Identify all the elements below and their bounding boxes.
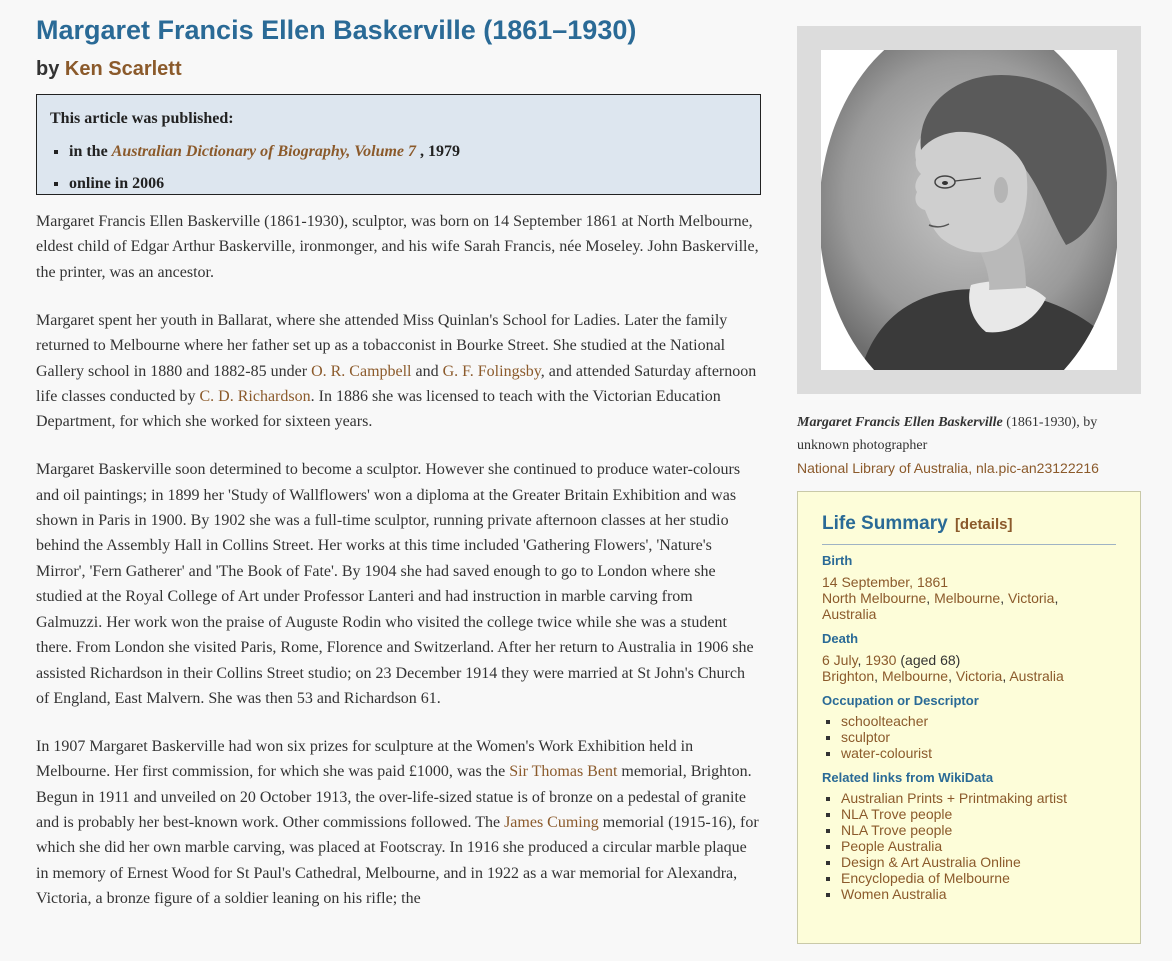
occupation-link[interactable]: water-colourist xyxy=(841,745,933,761)
publication-box xyxy=(36,94,761,195)
related-link-item xyxy=(841,822,1116,838)
publication-heading: This article was published: xyxy=(50,110,234,127)
caption-source-link[interactable]: National Library of Australia, nla.pic-an23122216 xyxy=(797,460,1099,476)
portrait-frame xyxy=(797,26,1141,394)
birth-state-link[interactable]: Victoria xyxy=(1008,590,1055,606)
related-link[interactable]: Australian Prints + Printmaking artist xyxy=(841,790,1068,806)
related-link[interactable]: Women Australia xyxy=(841,886,947,902)
caption-name: Margaret Francis Ellen Baskerville xyxy=(797,415,1003,430)
death-place-link[interactable]: Brighton xyxy=(822,668,875,684)
related-links-label: Related links from WikiData xyxy=(822,770,994,785)
text: memorial, Brighton. Begun in 1911 and unveiled on 20 October 1913, the over-life-sized statue is of bronze on a pedestal of granite and is probably her best-known work. Other commissions followed. The xyxy=(36,763,752,832)
link-sir-thomas-bent[interactable]: Sir Thomas Bent xyxy=(509,763,618,781)
death-country-link[interactable]: Australia xyxy=(1009,668,1064,684)
related-link-item xyxy=(841,870,1116,886)
byline xyxy=(36,56,761,82)
related-link-item xyxy=(841,854,1116,870)
occupation-link[interactable]: sculptor xyxy=(841,729,891,745)
occupation-item xyxy=(841,713,1116,729)
life-summary-title: Life Summary xyxy=(822,513,948,534)
publication-list xyxy=(50,136,747,200)
pub-year: , 1979 xyxy=(420,143,461,160)
text: Margaret spent her youth in Ballarat, where she attended Miss Quinlan's School for Ladies. Later the family returned to Melbourne where her father set up as a tobacconist in Bourke Street. She studied at the National Gallery school in 1880 and 1882-85 under xyxy=(36,311,728,380)
death-section xyxy=(822,631,1116,684)
related-link[interactable]: Design & Art Australia Online xyxy=(841,854,1021,870)
related-link-item xyxy=(841,886,1116,902)
death-year-link[interactable]: 1930 xyxy=(865,652,897,668)
birth-place-link[interactable]: North Melbourne xyxy=(822,590,927,606)
birth-label: Birth xyxy=(822,553,853,568)
related-link[interactable]: NLA Trove people xyxy=(841,822,953,838)
life-summary-heading xyxy=(822,512,1116,545)
occupation-list xyxy=(822,713,1116,761)
related-link-item xyxy=(841,806,1116,822)
occupation-item xyxy=(841,729,1116,745)
link-o-r-campbell[interactable]: O. R. Campbell xyxy=(311,362,412,380)
related-link[interactable]: NLA Trove people xyxy=(841,806,953,822)
portrait-photo[interactable] xyxy=(821,50,1117,370)
paragraph-3: Margaret Baskerville soon determined to become a sculptor. However she continued to produce water-colours and oil paintings; in 1899 her 'Study of Wallflowers' won a diploma at the Greater Britain Exhibition and was shown in Paris in 1900. By 1902 she was a full-time sculptor, running private afternoon classes at her studio behind the Assembly Hall in Collins Street. Her works at this time included 'Gathering Flowers', 'Nature's Mirror', 'Fern Gatherer' and 'The Book of Fate'. By 1904 she had saved enough to go to London where she studied at the Royal College of Art under Professor Lanteri and had instruction in marble carving from Galmuzzi. Her work won the praise of Auguste Rodin who visited the college twice while she was a student there. From London she visited Paris, Rome, Florence and Switzerland. After her return to Australia in 1906 she assisted Richardson in their Collins Street studio; on 23 December 1914 they were married at St John's Church of England, East Malvern. She was then 53 and Richardson 61. xyxy=(36,461,754,707)
birth-city-link[interactable]: Melbourne xyxy=(934,590,1001,606)
birth-date-link[interactable]: 14 September, 1861 xyxy=(822,574,949,590)
death-state-link[interactable]: Victoria xyxy=(955,668,1003,684)
publication-item-online: ▪ online in 2006 xyxy=(69,168,747,200)
death-day-link[interactable]: 6 July xyxy=(822,652,858,668)
birth-value: 14 September, 1861 North Melbourne, Melbourne, Victoria, Australia xyxy=(822,574,1059,622)
text: memorial (1915-16), for which she did her own marble carving, was placed at Footscray. In 1916 she produced a circular marble plaque in memory of Ernest Wood for St Paul's Cathedral, Melbourne, and in 1922 as a war memorial for Alexandra, Victoria, a bronze figure of a soldier leaning on his rifle; the xyxy=(36,814,759,908)
article-body xyxy=(36,209,761,912)
death-value: 6 July, 1930 (aged 68) Brighton, Melbourne, Victoria, Australia xyxy=(822,652,1064,684)
text: , and attended Saturday afternoon life classes conducted by xyxy=(36,362,757,405)
article-main xyxy=(36,0,761,934)
death-label: Death xyxy=(822,631,859,646)
occupation-section xyxy=(822,693,1116,761)
details-link[interactable]: [details] xyxy=(954,516,1013,533)
related-links-section xyxy=(822,770,1116,902)
related-link[interactable]: People Australia xyxy=(841,838,943,854)
paragraph-2 xyxy=(36,308,761,435)
birth-country-link[interactable]: Australia xyxy=(822,606,877,622)
related-links-list xyxy=(822,790,1116,902)
link-g-f-folingsby[interactable]: G. F. Folingsby xyxy=(442,362,541,380)
death-city-link[interactable]: Melbourne xyxy=(881,668,949,684)
portrait-caption xyxy=(797,411,1141,481)
death-age: (aged 68) xyxy=(896,652,961,668)
related-link[interactable]: Encyclopedia of Melbourne xyxy=(841,870,1010,886)
adb-volume-link[interactable]: Australian Dictionary of Biography, Volume 7 xyxy=(111,143,417,160)
text: and xyxy=(411,362,443,380)
related-link-item xyxy=(841,838,1116,854)
occupation-label: Occupation or Descriptor xyxy=(822,693,979,708)
portrait-image xyxy=(821,50,1117,370)
sidebar xyxy=(797,26,1141,944)
text: In 1907 Margaret Baskerville had won six prizes for sculpture at the Women's Work Exhibition held in Melbourne. Her first commission, for which she was paid £1000, was the xyxy=(36,737,694,781)
publication-item-print xyxy=(69,136,747,168)
birth-section xyxy=(822,553,1116,622)
by-prefix: by xyxy=(36,58,60,80)
link-c-d-richardson[interactable]: C. D. Richardson xyxy=(199,387,311,405)
related-link-item xyxy=(841,790,1116,806)
occupation-item xyxy=(841,745,1116,761)
paragraph-1: Margaret Francis Ellen Baskerville (1861-1930), sculptor, was born on 14 September 1861 at North Melbourne, eldest child of Edgar Arthur Baskerville, ironmonger, and his wife Sarah Francis, née Moseley. John Baskerville, the printer, was an ancestor. xyxy=(36,213,759,281)
life-summary-box xyxy=(797,491,1141,944)
link-james-cuming[interactable]: James Cuming xyxy=(504,814,599,832)
text: . In 1886 she was licensed to teach with the Victorian Education Department, for which she worked for sixteen years. xyxy=(36,387,721,431)
pub-prefix: in the xyxy=(69,143,108,160)
paragraph-4 xyxy=(36,734,761,912)
page-title: Margaret Francis Ellen Baskerville (1861–1930) xyxy=(36,15,637,45)
caption-text: (1861-1930), by unknown photographer xyxy=(797,415,1098,453)
author-link[interactable]: Ken Scarlett xyxy=(64,58,182,80)
occupation-link[interactable]: schoolteacher xyxy=(841,713,929,729)
